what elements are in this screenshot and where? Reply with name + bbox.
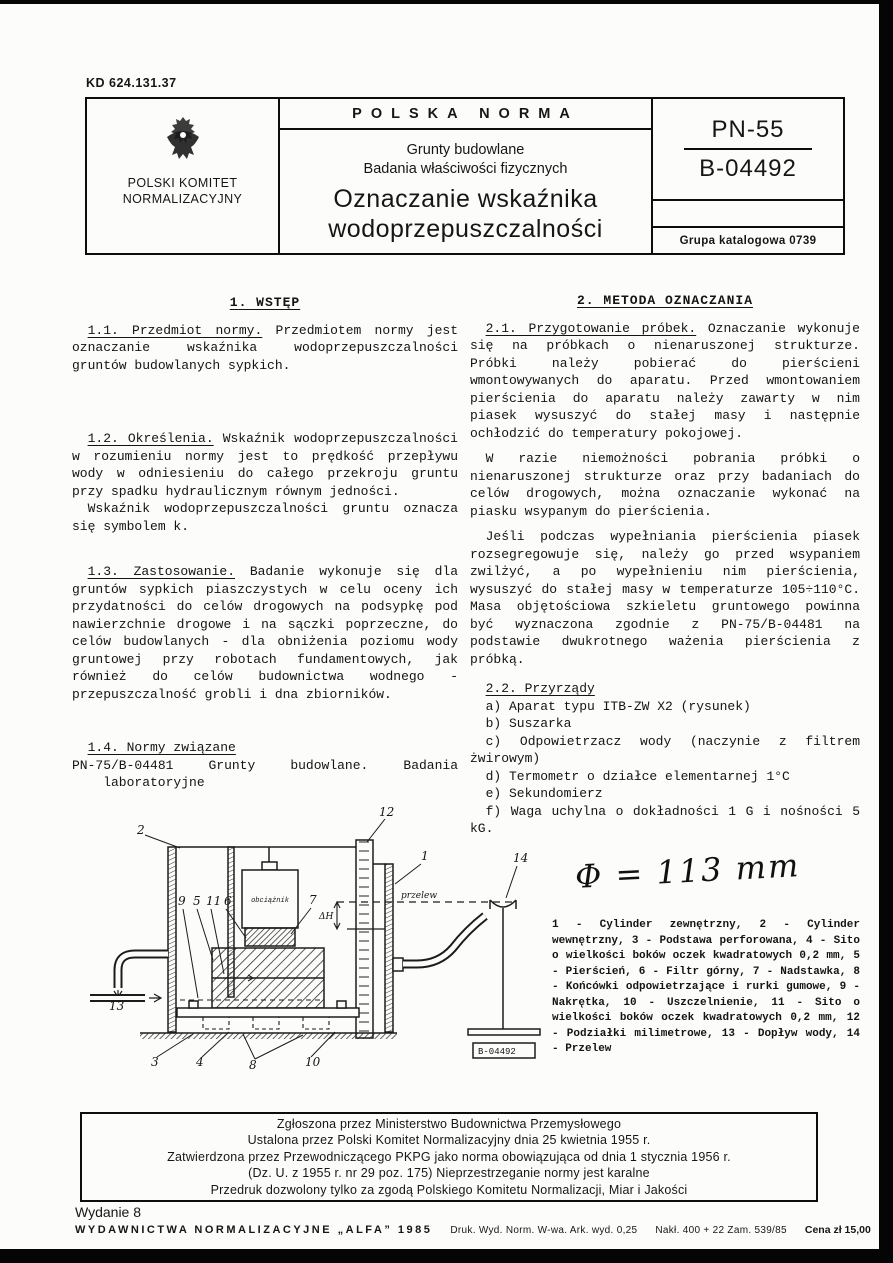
section-2-1-body: Oznaczanie wykonuje się na próbkach o nienaruszonej strukturze. Próbki należy pobierać do pierścieni wmontowywanych do aparatu. Przed wmontowaniem pierścienia do aparatu należy zawarty w nim piasek wysuszyć do stałej masy i następnie ochłodzić do temperatury pokojowej. (470, 320, 860, 441)
nut-right (337, 1001, 346, 1008)
subject-line2: Badania właściwości fizycznych (363, 161, 568, 177)
apparatus-figure (85, 802, 577, 1084)
figure-label-6: 6 (224, 894, 232, 908)
norm-title (328, 184, 603, 244)
committee-line2: NORMALIZACYJNY (122, 192, 243, 206)
committee-name (123, 175, 243, 207)
apparatus-item-c: c) Odpowietrzacz wody (naczynie z filtrem żwirowym) (470, 733, 860, 766)
figure-label-12: 12 (379, 805, 395, 819)
imprint-line (75, 1224, 871, 1236)
figure-label-1: 1 (421, 849, 429, 863)
section-1-4-body: PN-75/B-04481 Grunty budowlane. Badania laboratoryjne (72, 757, 458, 790)
figure-label-10: 10 (305, 1055, 321, 1069)
catalog-group: Grupa katalogowa 0739 (679, 234, 817, 247)
section-2-heading: 2. METODA OZNACZANIA (576, 293, 754, 308)
figure-label-7: 7 (309, 893, 317, 907)
figure-label-5: 5 (193, 894, 201, 908)
delta-h-dimension (334, 902, 340, 929)
overflow-cup (490, 900, 516, 909)
empty-header-cell (653, 201, 843, 228)
right-column (470, 292, 860, 838)
nut-left (189, 1001, 198, 1008)
approval-line-4: (Dz. U. z 1955 r. nr 29 poz. 175) Nieprzestrzeganie normy jest karalne (248, 1166, 650, 1181)
section-1-1-body: Przedmiotem normy jest oznaczanie wskaźnika wodoprzepuszczalności gruntów budowlanych sypkich. (72, 322, 458, 373)
figure-caption: 1 - Cylinder zewnętrzny, 2 - Cylinder wewnętrzny, 3 - Podstawa perforowana, 4 - Sito o wielkości boków oczek kwadratowych 0,2 mm, 5 - Pierścień, 6 - Filtr górny, 7 - Nadstawka, 8 - Końcówki odpowietrzające i rurki gumowe, 9 - Nakrętka, 10 - Uszczelnienie, 11 - Sito o wielkości boków oczek kwadratowych 0,2 mm, 12 - Podziałki milimetrowe, 13 - Dopływ wody, 14 - Przelew (552, 919, 860, 1055)
apparatus-item-a: a) Aparat typu ITB-ZW X2 (rysunek) (485, 698, 751, 714)
committee-cell (87, 99, 280, 253)
scan-edge-top (0, 0, 893, 4)
title-cell (280, 99, 653, 253)
committee-line1: POLSKI KOMITET (127, 176, 238, 190)
scan-edge-bottom (0, 1249, 893, 1263)
przelew-annotation: przelew (401, 891, 438, 901)
approval-line-1: Zgłoszona przez Ministerstwo Budownictwa Przemysłowego (276, 1116, 622, 1131)
edition-label: Wydanie 8 (75, 1204, 142, 1220)
approval-box (80, 1112, 818, 1202)
approval-line-3: Zatwierdzona przez Przewodniczącego PKPG jako norma obowiązująca od dnia 1 stycznia 1956 r. (167, 1149, 731, 1164)
figure-label-13: 13 (109, 999, 125, 1013)
perforated-base (177, 1008, 359, 1017)
polska-norma-label: POLSKA NORMA (280, 99, 651, 130)
base-supports (203, 1017, 329, 1029)
section-1-2-para2: Wskaźnik wodoprzepuszczalności gruntu oznacza się symbolem k. (72, 501, 458, 534)
figure-label-2: 2 (137, 823, 145, 837)
section-1-2-body: Wskaźnik wodoprzepuszczalności w rozumieniu normy jest to prędkość przepływu wody w odniesieniu do całego przekroju gruntu przy spadku hydraulicznym równym jedności. (72, 431, 458, 499)
weight-knob (262, 862, 277, 870)
section-1-heading: 1. WSTĘP (229, 295, 301, 310)
section-2-1 (470, 320, 860, 443)
norm-plate-label: B-04492 (478, 1047, 516, 1057)
outer-cylinder-left-wall (168, 847, 176, 1032)
section-2-2-head: 2.2. Przyrządy (485, 681, 595, 696)
figure-label-11: 11 (206, 894, 222, 908)
apparatus-technical-drawing (85, 802, 577, 1084)
section-1-1-head: 1.1. Przedmiot normy. (87, 322, 263, 338)
section-1-2-head: 1.2. Określenia. (87, 431, 214, 446)
section-1-3-body: Badanie wykonuje się dla gruntów sypkich piaszczystych w celu oceny ich przydatności do celów drogowych na podsypkę pod nawierzchnie drogowe i na sączki poprzeczne, do celów budowlanych - dla obniżenia poziomu wody gruntowej przy robotach fundamentowych, jak również do celów budownictwa wodnego - przepuszczalność grobli i dna zbiorników. (72, 564, 458, 702)
publisher-name: WYDAWNICTWA NORMALIZACYJNE „ALFA” 1985 (75, 1224, 433, 1236)
weight-label: obciążnik (251, 897, 289, 905)
norm-number-cell (653, 99, 843, 253)
upper-filter (245, 928, 295, 946)
left-column (72, 294, 458, 792)
section-1-2 (72, 430, 458, 500)
section-1-4-head: 1.4. Normy związane (87, 740, 236, 755)
figure-label-8: 8 (249, 1058, 257, 1072)
norm-number-top: PN-55 (711, 115, 785, 143)
norm-title-line1: Oznaczanie wskaźnika (333, 185, 598, 213)
print-info: Druk. Wyd. Norm. W-wa. Ark. wyd. 0,25 (450, 1225, 638, 1236)
title-block (280, 130, 651, 253)
section-2-1-para2: W razie niemożności pobrania próbki o nienaruszonej strukturze oraz przy badaniach do celów drogowych, można oznaczanie wykonać na piasku wsypanym do pierścienia. (470, 451, 860, 519)
left-elbow-pipe (118, 954, 168, 988)
delta-h-label: ΔH (319, 912, 334, 922)
figure-label-9: 9 (178, 894, 186, 908)
approval-line-2: Ustalona przez Polski Komitet Normalizacyjny dnia 25 kwietnia 1955 r. (247, 1133, 651, 1148)
apparatus-item-b: b) Suszarka (485, 716, 572, 731)
eagle-emblem-icon (157, 113, 209, 165)
outer-cylinder-right-wall (385, 864, 393, 1032)
norm-header-table (85, 97, 845, 255)
figure-label-4: 4 (196, 1055, 204, 1069)
outflow-flange (393, 958, 403, 971)
norm-number (653, 99, 843, 201)
section-1-1 (72, 322, 458, 375)
norm-number-bottom: B-04492 (699, 154, 797, 182)
approval-line-5: Przedruk dozwolony tylko za zgodą Polskiego Komitetu Normalizacji, Miar i Jakości (210, 1182, 688, 1197)
norm-title-line2: wodoprzepuszczalności (328, 215, 603, 243)
subject-line1: Grunty budowlane (406, 142, 525, 158)
stand-base (468, 1029, 540, 1035)
section-2-1-para3: Jeśli podczas wypełniania pierścienia piasek rozsegregowuje się, należy go przed wsypaniem zwilżyć, a po wypełnieniu nim pierścienia, wysuszyć do stałej masy w temperaturze 105÷110°C. Masa objętościowa szkieletu gruntowego powinna być wyznaczona zgodnie z PN-75/B-04481 na podstawie dwukrotnego ważenia pierścienia z próbką. (470, 529, 860, 667)
norm-number-divider (684, 148, 812, 150)
section-2-1-head: 2.1. Przygotowanie próbek. (485, 320, 697, 336)
section-1-3 (72, 563, 458, 703)
print-run: Nakł. 400 + 22 Zam. 539/85 (655, 1225, 787, 1236)
handwritten-diameter-note: Φ = 113 mm (574, 846, 802, 896)
figure-label-3: 3 (151, 1055, 159, 1069)
section-1-3-head: 1.3. Zastosowanie. (87, 564, 236, 579)
apparatus-item-e: e) Sekundomierz (485, 786, 603, 801)
kd-classification-number: KD 624.131.37 (86, 76, 177, 90)
figure-label-14: 14 (513, 851, 529, 865)
apparatus-item-d: d) Termometr o działce elementarnej 1°C (485, 768, 790, 784)
price-label: Cena zł 15,00 (804, 1224, 871, 1236)
scan-edge-right (879, 0, 893, 1263)
apparatus-item-f: f) Waga uchylna o dokładności 1 G i nośności 5 kG. (470, 803, 860, 836)
